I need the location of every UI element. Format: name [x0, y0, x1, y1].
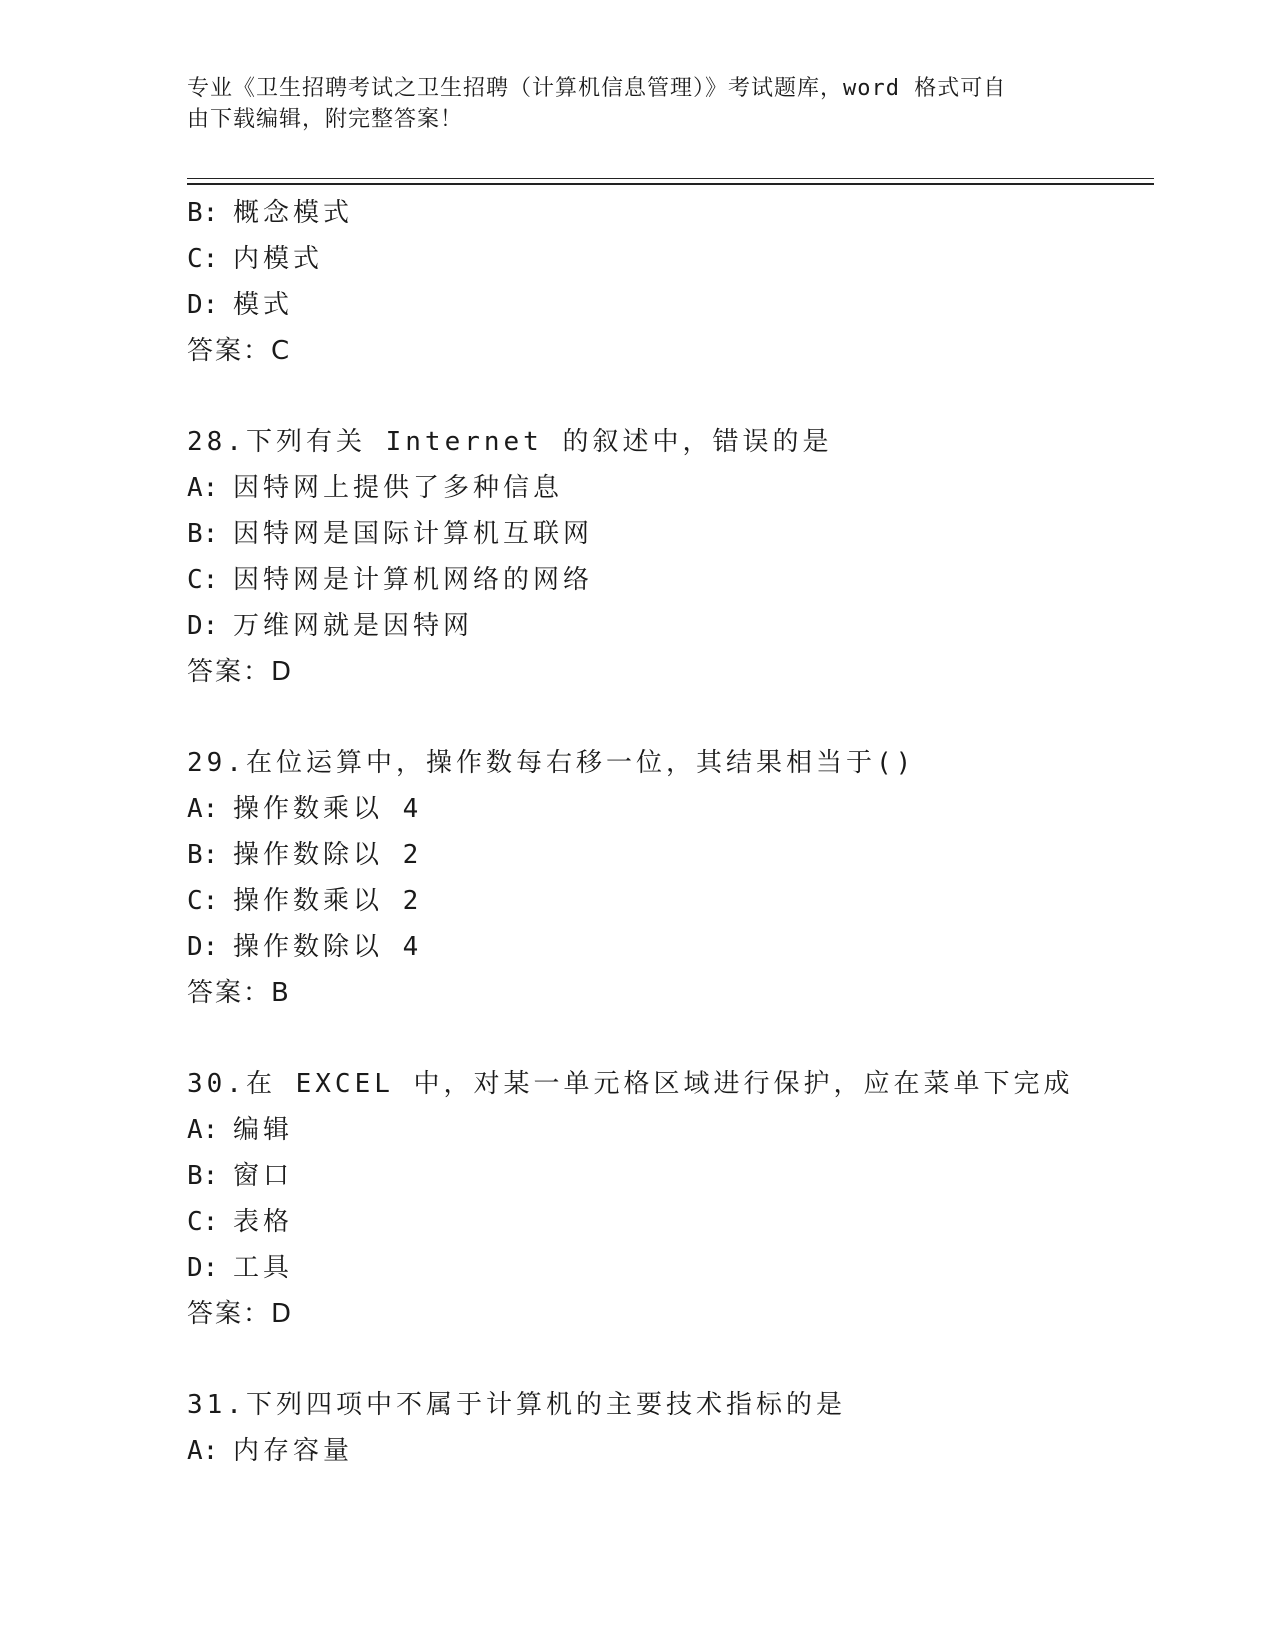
- option-text: 编辑: [233, 1115, 294, 1145]
- option-text: 操作数乘以 2: [233, 886, 423, 916]
- question-block-30: [187, 1061, 1167, 1337]
- option-d: [187, 924, 1167, 970]
- option-c: [187, 557, 1167, 603]
- question-title: 31.下列四项中不属于计算机的主要技术指标的是: [187, 1390, 846, 1420]
- option-letter: C:: [187, 244, 219, 274]
- option-d: [187, 1245, 1167, 1291]
- option-letter: C:: [187, 565, 219, 595]
- option-letter: C:: [187, 1207, 219, 1237]
- spacer: [187, 1337, 1167, 1382]
- option-d: [187, 603, 1167, 649]
- question-block-28: [187, 419, 1167, 695]
- option-letter: D:: [187, 611, 219, 641]
- option-text: 内存容量: [233, 1436, 354, 1466]
- option-text: 因特网上提供了多种信息: [233, 473, 564, 503]
- option-letter: C:: [187, 886, 219, 916]
- question-block-31: [187, 1382, 1167, 1474]
- option-letter: A:: [187, 794, 219, 824]
- option-letter: B:: [187, 198, 219, 228]
- option-letter: D:: [187, 290, 219, 320]
- option-letter: B:: [187, 840, 219, 870]
- option-letter: B:: [187, 519, 219, 549]
- option-text: 因特网是国际计算机互联网: [233, 519, 594, 549]
- answer-line: 答案：C: [187, 336, 292, 366]
- question-title: 28.下列有关 Internet 的叙述中，错误的是: [187, 427, 833, 457]
- option-text: 表格: [233, 1207, 294, 1237]
- option-a: [187, 1428, 1167, 1474]
- option-d: [187, 282, 1167, 328]
- option-text: 概念模式: [233, 198, 354, 228]
- option-text: 操作数除以 2: [233, 840, 423, 870]
- option-b: [187, 1153, 1167, 1199]
- option-a: [187, 1107, 1167, 1153]
- option-b: [187, 511, 1167, 557]
- header-line-2: 由下载编辑，附完整答案！: [187, 107, 464, 132]
- option-letter: A:: [187, 473, 219, 503]
- spacer: [187, 695, 1167, 740]
- header-divider-thick: [187, 183, 1154, 185]
- answer-line: 答案：D: [187, 1299, 294, 1329]
- question-title: 29.在位运算中，操作数每右移一位，其结果相当于(): [187, 748, 916, 778]
- option-a: [187, 465, 1167, 511]
- option-text: 模式: [233, 290, 294, 320]
- option-text: 万维网就是因特网: [233, 611, 474, 641]
- question-block-29: [187, 740, 1167, 1016]
- spacer: [187, 1016, 1167, 1061]
- option-b: [187, 190, 1167, 236]
- option-a: [187, 786, 1167, 832]
- document-header: [187, 73, 1067, 135]
- option-text: 工具: [233, 1253, 294, 1283]
- option-c: [187, 236, 1167, 282]
- header-line-1: 专业《卫生招聘考试之卫生招聘（计算机信息管理）》考试题库，word 格式可自: [187, 76, 1007, 101]
- question-block-continued: [187, 190, 1167, 374]
- option-letter: B:: [187, 1161, 219, 1191]
- option-text: 操作数除以 4: [233, 932, 423, 962]
- option-letter: D:: [187, 932, 219, 962]
- option-text: 因特网是计算机网络的网络: [233, 565, 594, 595]
- option-b: [187, 832, 1167, 878]
- question-title: 30.在 EXCEL 中，对某一单元格区域进行保护，应在菜单下完成: [187, 1069, 1074, 1099]
- header-divider-thin: [187, 178, 1154, 179]
- spacer: [187, 374, 1167, 419]
- question-list: [187, 190, 1167, 1474]
- option-c: [187, 878, 1167, 924]
- answer-line: 答案：B: [187, 978, 291, 1008]
- option-letter: A:: [187, 1436, 219, 1466]
- option-text: 内模式: [233, 244, 324, 274]
- answer-line: 答案：D: [187, 657, 294, 687]
- option-letter: A:: [187, 1115, 219, 1145]
- option-c: [187, 1199, 1167, 1245]
- option-text: 窗口: [233, 1161, 294, 1191]
- option-letter: D:: [187, 1253, 219, 1283]
- option-text: 操作数乘以 4: [233, 794, 423, 824]
